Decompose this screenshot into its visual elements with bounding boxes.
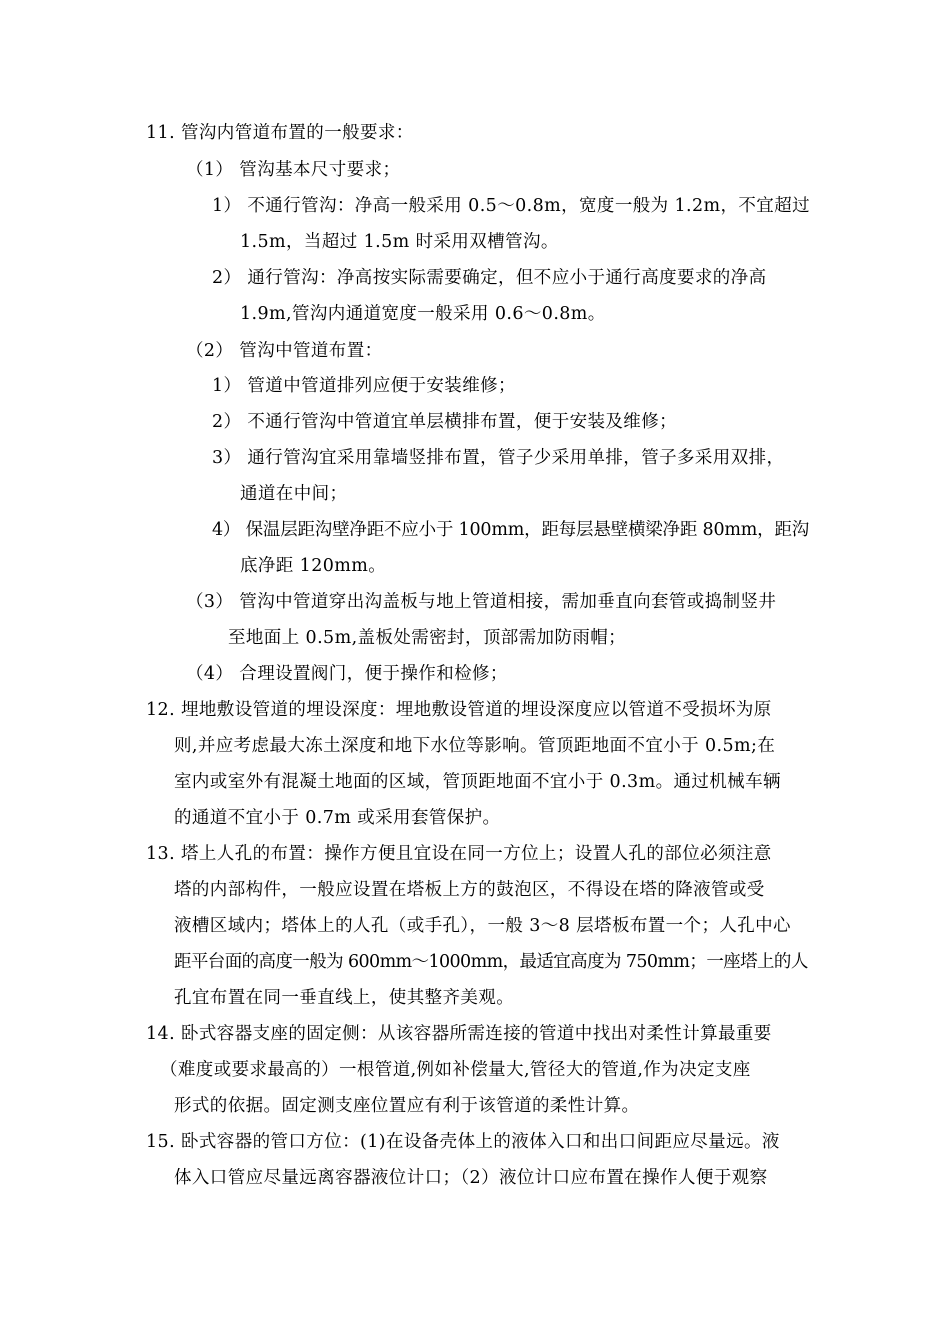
- item-11-2-4-line1: 4） 保温层距沟壁净距不应小于 100mm，距每层悬壁横梁净距 80mm，距沟: [212, 520, 810, 540]
- item-15-line1: 15. 卧式容器的管口方位：(1)在设备壳体上的液体入口和出口间距应尽量远。液: [146, 1132, 780, 1152]
- item-14-line3: 形式的依据。固定测支座位置应有利于该管道的柔性计算。: [174, 1096, 640, 1116]
- item-11-2-heading: （2） 管沟中管道布置：: [186, 341, 383, 361]
- item-14-line1: 14. 卧式容器支座的固定侧：从该容器所需连接的管道中找出对柔性计算最重要: [146, 1024, 772, 1044]
- item-12-line2: 则,并应考虑最大冻土深度和地下水位等影响。管顶距地面不宜小于 0.5m;在: [174, 736, 776, 756]
- item-11-2-4-line2: 底净距 120mm。: [240, 556, 387, 576]
- item-14-line2: （难度或要求最高的）一根管道,例如补偿量大,管径大的管道,作为决定支座: [160, 1060, 751, 1080]
- item-11-heading: 11. 管沟内管道布置的一般要求：: [146, 123, 414, 143]
- item-11-2-2: 2） 不通行管沟中管道宜单层横排布置，便于安装及维修；: [212, 412, 677, 432]
- item-11-1-1-line1: 1） 不通行管沟：净高一般采用 0.5～0.8m，宽度一般为 1.2m，不宜超过: [212, 196, 811, 216]
- item-13-line4: 距平台面的高度一般为 600mm～1000mm，最适宜高度为 750mm；一座塔上的人: [174, 952, 808, 972]
- item-11-1-2-line2: 1.9m,管沟内通道宽度一般采用 0.6～0.8m。: [240, 304, 606, 324]
- item-11-2-3-line2: 通道在中间；: [240, 484, 348, 504]
- item-11-2-3-line1: 3） 通行管沟宜采用靠墙竖排布置，管子少采用单排，管子多采用双排，: [212, 448, 785, 468]
- item-12-line1: 12. 埋地敷设管道的埋设深度：埋地敷设管道的埋设深度应以管道不受损坏为原: [146, 700, 772, 720]
- item-15-line2: 体入口管应尽量远离容器液位计口；（2）液位计口应布置在操作人便于观察: [174, 1168, 768, 1188]
- item-11-2-1: 1） 管道中管道排列应便于安装维修；: [212, 376, 516, 396]
- item-13-line5: 孔宜布置在同一垂直线上，使其整齐美观。: [174, 988, 515, 1008]
- item-13-line1: 13. 塔上人孔的布置：操作方便且宜设在同一方位上；设置人孔的部位必须注意: [146, 844, 772, 864]
- item-11-1-2-line1: 2） 通行管沟：净高按实际需要确定，但不应小于通行高度要求的净高: [212, 268, 767, 288]
- item-11-4: （4） 合理设置阀门，便于操作和检修；: [186, 664, 508, 684]
- item-12-line3: 室内或室外有混凝土地面的区域，管顶距地面不宜小于 0.3m。通过机械车辆: [174, 772, 781, 792]
- item-11-3-line1: （3） 管沟中管道穿出沟盖板与地上管道相接，需加垂直向套管或捣制竖井: [186, 592, 777, 612]
- item-11-3-line2: 至地面上 0.5m,盖板处需密封，顶部需加防雨帽；: [228, 628, 627, 648]
- item-11-1-1-line2: 1.5m，当超过 1.5m 时采用双槽管沟。: [240, 232, 559, 252]
- item-13-line2: 塔的内部构件，一般应设置在塔板上方的鼓泡区，不得设在塔的降液管或受: [174, 880, 765, 900]
- item-12-line4: 的通道不宜小于 0.7m 或采用套管保护。: [174, 808, 501, 828]
- item-11-1-heading: （1） 管沟基本尺寸要求；: [186, 160, 401, 180]
- item-13-line3: 液槽区域内；塔体上的人孔（或手孔），一般 3～8 层塔板布置一个；人孔中心: [174, 916, 791, 936]
